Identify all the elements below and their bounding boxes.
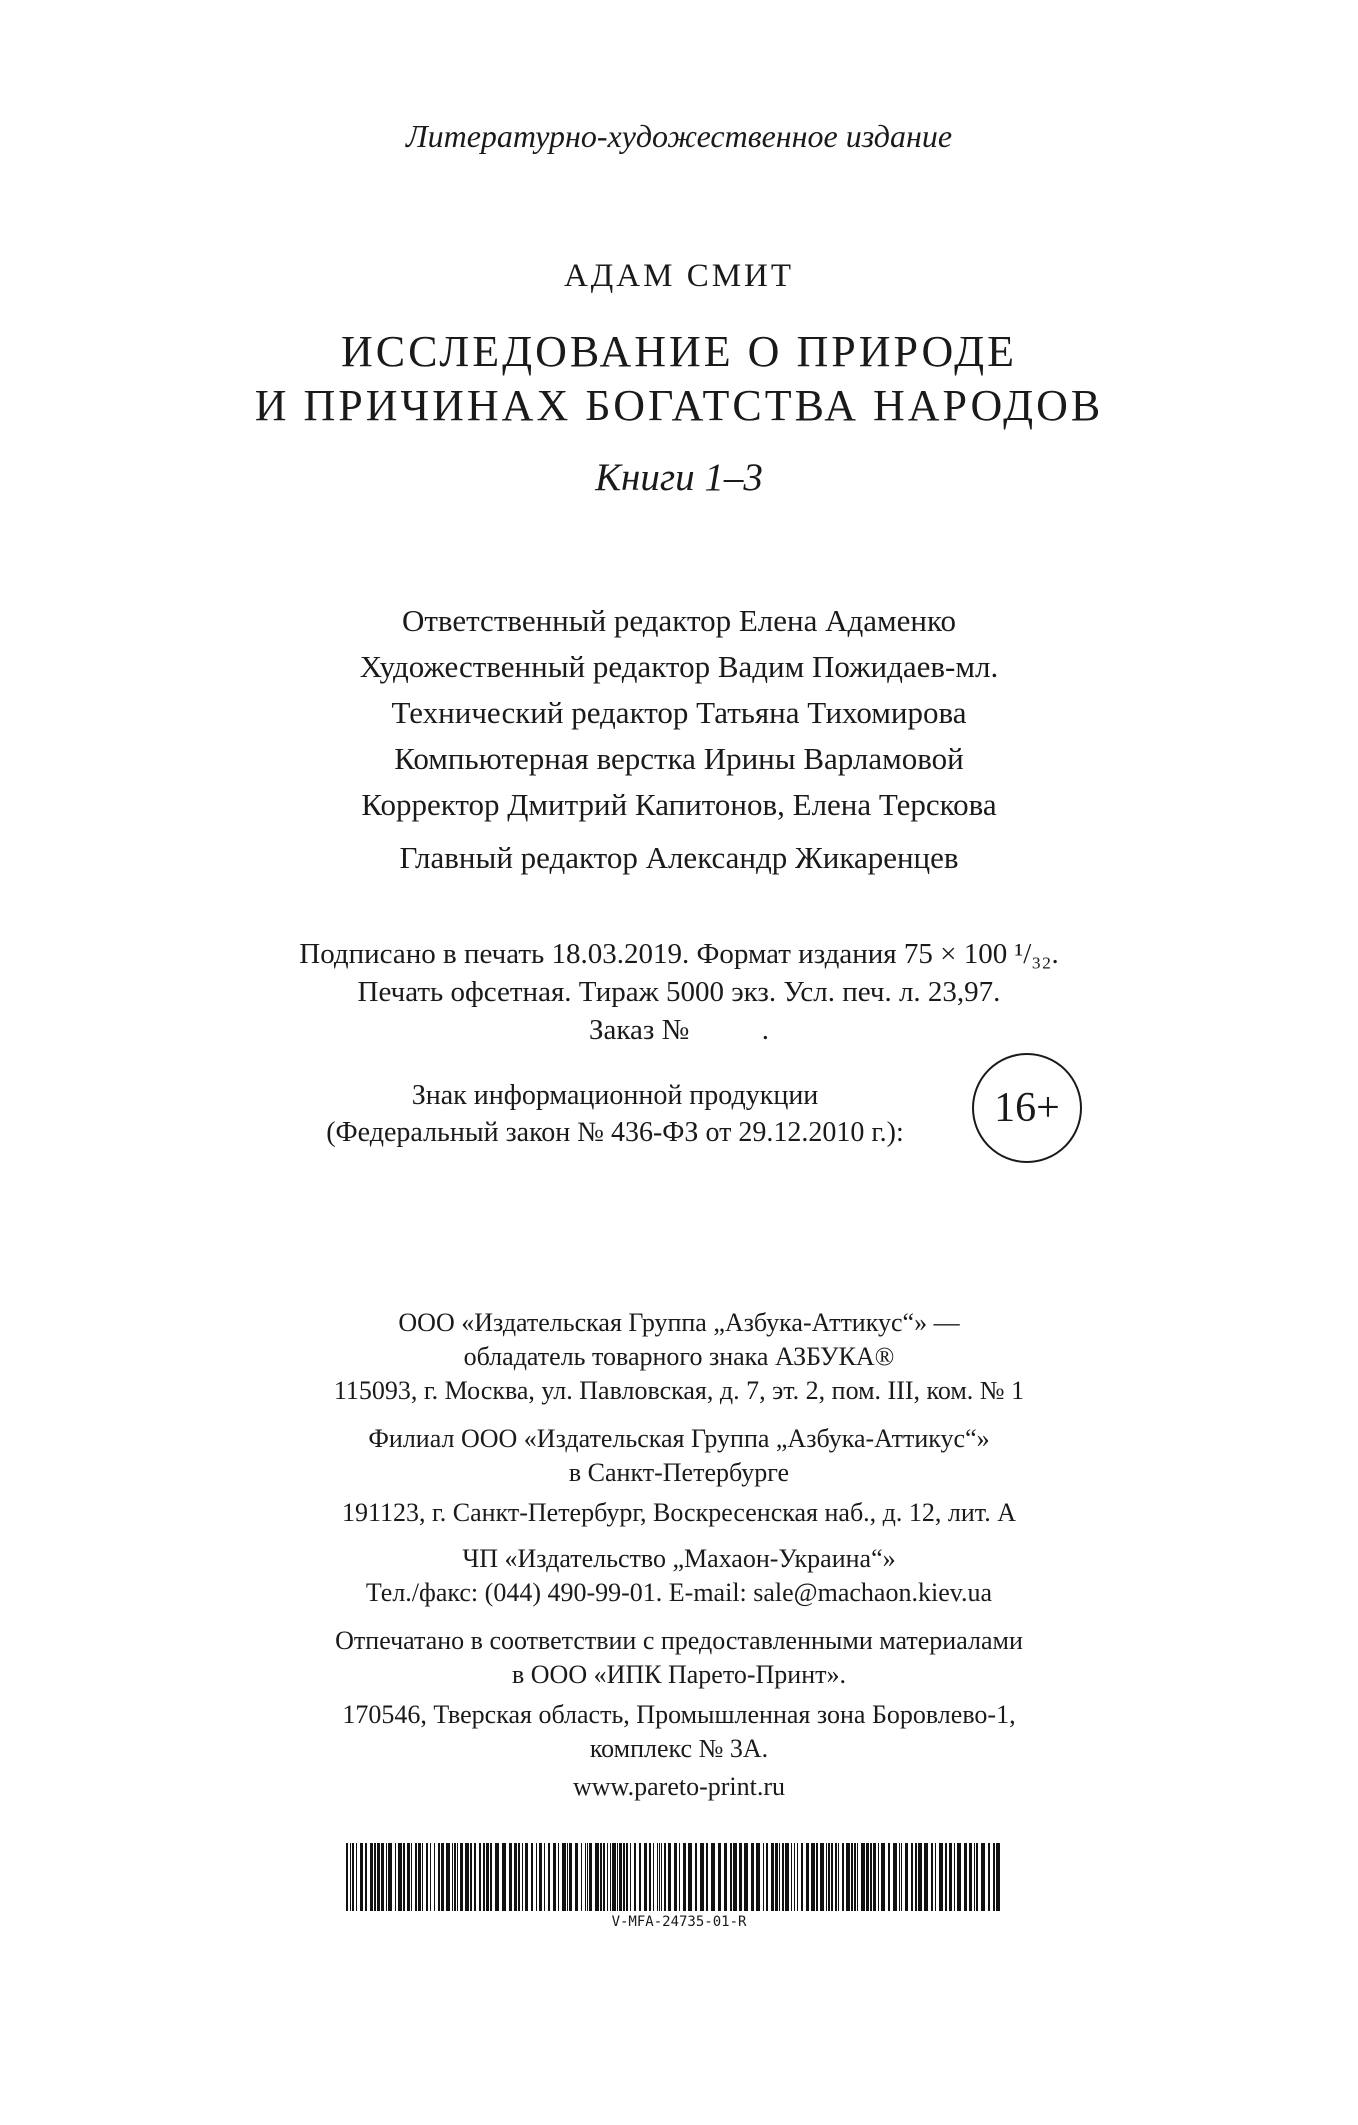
barcode-bar <box>411 1843 412 1911</box>
barcode-bar <box>553 1843 556 1911</box>
barcode-bar <box>585 1843 586 1911</box>
barcode-bar <box>518 1843 520 1911</box>
barcode-bar <box>842 1843 844 1911</box>
barcode-bar <box>695 1843 697 1911</box>
barcode-bar <box>766 1843 768 1911</box>
barcode-bar <box>688 1843 692 1911</box>
barcode-bar <box>525 1843 528 1911</box>
publisher-line: ООО «Издательская Группа „Азбука-Аттикус“» — <box>398 1308 960 1337</box>
print-info-line-2: Печать офсетная. Тираж 5000 экз. Усл. печ. л. 23,97. <box>357 976 1001 1008</box>
barcode-bar <box>659 1843 660 1911</box>
barcode-bar <box>771 1843 774 1911</box>
barcode-bar <box>653 1843 654 1911</box>
barcode-bar <box>430 1843 431 1911</box>
barcode-bar <box>600 1843 602 1911</box>
barcode-bar <box>739 1843 742 1911</box>
barcode-bar <box>639 1843 641 1911</box>
barcode-bar <box>418 1843 421 1911</box>
barcode-bar <box>446 1843 450 1911</box>
age-rating-badge: 16+ <box>972 1053 1082 1163</box>
barcode-bar <box>718 1843 721 1911</box>
barcode-bar <box>831 1843 833 1911</box>
credit-layout: Компьютерная верстка Ирины Варламовой <box>394 741 964 776</box>
barcode-bar <box>407 1843 410 1911</box>
barcode-bar <box>826 1843 827 1911</box>
book-title-line-1: ИССЛЕДОВАНИЕ О ПРИРОДЕ <box>341 327 1017 376</box>
barcode-bar <box>415 1843 417 1911</box>
barcode-bar <box>486 1843 489 1911</box>
barcode-bar <box>587 1843 588 1911</box>
genre-label: Литературно-художественное издание <box>405 118 953 154</box>
barcode-bar <box>377 1843 380 1911</box>
barcode-bar <box>744 1843 748 1911</box>
barcode-bar <box>851 1843 853 1911</box>
barcode-bar <box>857 1843 858 1911</box>
barcode-bar <box>911 1843 913 1911</box>
barcode-bar <box>974 1843 975 1911</box>
barcode-bar <box>846 1843 850 1911</box>
printer-line: в ООО «ИПК Парето-Принт». <box>511 1660 846 1689</box>
barcode-bar <box>434 1843 435 1911</box>
barcode-bar <box>388 1843 392 1911</box>
barcode-bar <box>706 1843 708 1911</box>
barcode-bar <box>352 1843 354 1911</box>
barcode-bar <box>674 1843 677 1911</box>
barcode-bar <box>539 1843 542 1911</box>
credit-art-editor: Художественный редактор Вадим Пожидаев-мл. <box>359 649 999 684</box>
barcode-bar <box>454 1843 456 1911</box>
barcode-bar <box>782 1843 784 1911</box>
barcode-bar <box>794 1843 795 1911</box>
barcode-bar <box>679 1843 680 1911</box>
barcode-bar <box>873 1843 876 1911</box>
barcode-bar <box>866 1843 869 1911</box>
printer-website: www.pareto-print.ru <box>572 1772 786 1801</box>
barcode-bar <box>509 1843 512 1911</box>
barcode-bar <box>668 1843 671 1911</box>
barcode-bar <box>617 1843 618 1911</box>
barcode-bar <box>569 1843 572 1911</box>
barcode-bar <box>954 1843 955 1911</box>
barcode-bar <box>452 1843 453 1911</box>
barcode-bar <box>603 1843 605 1911</box>
barcode-bar <box>881 1843 885 1911</box>
barcode-bar <box>558 1843 559 1911</box>
barcode-bar <box>474 1843 476 1911</box>
barcode <box>346 1843 1006 1911</box>
barcode-bar <box>785 1843 789 1911</box>
publisher-address: 115093, г. Москва, ул. Павловская, д. 7, эт. 2, пом. III, ком. № 1 <box>333 1376 1025 1405</box>
barcode-bar <box>899 1843 900 1911</box>
barcode-bar <box>901 1843 902 1911</box>
barcode-bar <box>854 1843 856 1911</box>
barcode-bar <box>751 1843 754 1911</box>
barcode-bar <box>657 1843 658 1911</box>
barcode-bar <box>835 1843 837 1911</box>
barcode-bar <box>381 1843 384 1911</box>
barcode-bar <box>610 1843 611 1911</box>
barcode-bar <box>626 1843 628 1911</box>
credit-chief-editor: Главный редактор Александр Жикаренцев <box>399 840 959 875</box>
barcode-bar <box>490 1843 492 1911</box>
barcode-bar <box>969 1843 972 1911</box>
barcode-bar <box>730 1843 732 1911</box>
book-title-line-2: И ПРИЧИНАХ БОГАТСТВА НАРОДОВ <box>254 381 1104 430</box>
barcode-bar <box>536 1843 537 1911</box>
barcode-bar <box>870 1843 872 1911</box>
barcode-bar <box>595 1843 599 1911</box>
barcode-bar <box>548 1843 550 1911</box>
barcode-bar <box>779 1843 780 1911</box>
barcode-bar <box>365 1843 367 1911</box>
printer-address: комплекс № 3А. <box>589 1734 769 1763</box>
credit-technical-editor: Технический редактор Татьяна Тихомирова <box>391 695 967 730</box>
barcode-bar <box>797 1843 798 1911</box>
branch-address: 191123, г. Санкт-Петербург, Воскресенская наб., д. 12, лит. А <box>342 1498 1016 1527</box>
barcode-bar <box>575 1843 578 1911</box>
barcode-bar <box>350 1843 351 1911</box>
barcode-bar <box>945 1843 947 1911</box>
print-info-order: Заказ № . <box>588 1014 770 1046</box>
barcode-bar <box>360 1843 363 1911</box>
credit-proofreader: Корректор Дмитрий Капитонов, Елена Терскова <box>361 787 997 822</box>
book-subtitle: Книги 1–3 <box>595 456 763 499</box>
barcode-bar <box>457 1843 458 1911</box>
ukraine-publisher: ЧП «Издательство „Махаон-Украина“» <box>462 1544 896 1573</box>
barcode-bar <box>441 1843 444 1911</box>
barcode-bar <box>756 1843 760 1911</box>
barcode-bar <box>661 1843 662 1911</box>
barcode-bar <box>806 1843 809 1911</box>
barcode-bar <box>522 1843 523 1911</box>
barcode-bar <box>438 1843 440 1911</box>
barcode-bar <box>465 1843 469 1911</box>
barcode-bar <box>878 1843 879 1911</box>
contact-line: Тел./факс: (044) 490-99-01. E-mail: sale@machaon.kiev.ua <box>365 1578 993 1607</box>
barcode-bar <box>888 1843 890 1911</box>
barcode-bar <box>828 1843 830 1911</box>
branch-line: Филиал ООО «Издательская Группа „Азбука-Аттикус“» <box>368 1424 990 1453</box>
credit-responsible-editor: Ответственный редактор Елена Адаменко <box>401 603 956 638</box>
barcode-bar <box>495 1843 499 1911</box>
barcode-bar <box>939 1843 943 1911</box>
barcode-bar <box>619 1843 622 1911</box>
barcode-bar <box>893 1843 897 1911</box>
barcode-bar <box>386 1843 387 1911</box>
printer-address: 170546, Тверская область, Промышленная зона Боровлево-1, <box>342 1700 1016 1729</box>
barcode-bar <box>562 1843 566 1911</box>
barcode-bar <box>567 1843 568 1911</box>
barcode-bar <box>422 1843 423 1911</box>
barcode-bar <box>763 1843 764 1911</box>
barcode-bar <box>398 1843 402 1911</box>
barcode-bar <box>483 1843 485 1911</box>
barcode-bar <box>374 1843 376 1911</box>
barcode-bar <box>514 1843 517 1911</box>
barcode-bar <box>700 1843 704 1911</box>
barcode-bar <box>470 1843 472 1911</box>
barcode-bar <box>356 1843 357 1911</box>
barcode-bar <box>981 1843 985 1911</box>
barcode-bar <box>791 1843 792 1911</box>
barcode-bar <box>403 1843 405 1911</box>
barcode-bar <box>905 1843 908 1911</box>
barcode-bar <box>931 1843 933 1911</box>
barcode-bar <box>649 1843 651 1911</box>
barcode-bar <box>581 1843 582 1911</box>
barcode-bar <box>395 1843 396 1911</box>
barcode-bar <box>724 1843 727 1911</box>
barcode-bar <box>861 1843 865 1911</box>
barcode-bar <box>993 1843 995 1911</box>
branch-line: в Санкт-Петербурге <box>568 1458 790 1487</box>
barcode-bar <box>801 1843 803 1911</box>
barcode-bar <box>838 1843 839 1911</box>
barcode-bar <box>426 1843 428 1911</box>
barcode-bar <box>346 1843 348 1911</box>
barcode-bar <box>816 1843 818 1911</box>
barcode-bar <box>460 1843 463 1911</box>
barcode-bar <box>370 1843 373 1911</box>
barcode-bar <box>949 1843 952 1911</box>
barcode-bar <box>683 1843 686 1911</box>
barcode-bar <box>502 1843 506 1911</box>
barcode-label: V-MFA-24735-01-R <box>611 1914 747 1930</box>
age-rating-label-1: Знак информационной продукции <box>411 1080 819 1111</box>
print-info-line-1: Подписано в печать 18.03.2019. Формат издания 75 × 100 ¹/₃₂. <box>299 938 1059 970</box>
barcode-bar <box>711 1843 715 1911</box>
barcode-bar <box>820 1843 824 1911</box>
barcode-bar <box>935 1843 936 1911</box>
barcode-bar <box>775 1843 778 1911</box>
publisher-line: обладатель товарного знака АЗБУКА® <box>463 1342 895 1371</box>
barcode-bar <box>964 1843 967 1911</box>
barcode-bar <box>644 1843 647 1911</box>
barcode-bar <box>630 1843 631 1911</box>
barcode-bar <box>811 1843 815 1911</box>
barcode-bar <box>479 1843 481 1911</box>
barcode-bar <box>531 1843 533 1911</box>
barcode-bar <box>915 1843 917 1911</box>
barcode-bar <box>589 1843 592 1911</box>
barcode-bar <box>612 1843 616 1911</box>
author-name: АДАМ СМИТ <box>563 258 795 294</box>
barcode-bar <box>988 1843 990 1911</box>
barcode-bar <box>544 1843 545 1911</box>
barcode-bar <box>957 1843 961 1911</box>
barcode-bar <box>976 1843 978 1911</box>
barcode-bar <box>918 1843 922 1911</box>
barcode-bar <box>733 1843 737 1911</box>
barcode-bar <box>623 1843 625 1911</box>
printer-line: Отпечатано в соответствии с предоставленными материалами <box>335 1626 1023 1655</box>
barcode-bar <box>996 1843 1000 1911</box>
barcode-bar <box>634 1843 636 1911</box>
age-rating-label-2: (Федеральный закон № 436-ФЗ от 29.12.2010 г.): <box>326 1117 904 1148</box>
barcode-bar <box>924 1843 928 1911</box>
barcode-bar <box>664 1843 666 1911</box>
barcode-bar <box>607 1843 608 1911</box>
